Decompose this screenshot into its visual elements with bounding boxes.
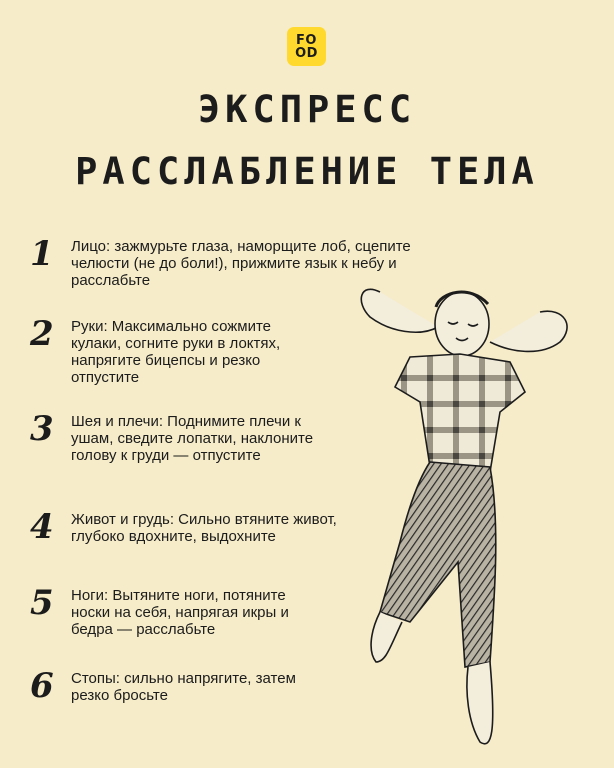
step-number: 4 [30, 507, 54, 547]
step-text: Ноги: Вытяните ноги, потяните носки на себя, напрягая икры и бедра — расслабьте [71, 587, 289, 638]
logo-line-1: FO [296, 32, 317, 48]
relaxing-man-illustration [340, 262, 600, 762]
logo-line-2: OD [295, 45, 318, 61]
step-text: Живот и грудь: Сильно втяните живот, глубоко вдохните, выдохните [71, 511, 337, 545]
step-number: 6 [30, 666, 54, 706]
step-number: 3 [30, 409, 54, 449]
step-text: Стопы: сильно напрягите, затем резко бросьте [71, 670, 296, 704]
step-number: 2 [30, 314, 54, 354]
step-number: 1 [30, 234, 54, 274]
food-logo [287, 27, 326, 66]
step-text: Шея и плечи: Поднимите плечи к ушам, сведите лопатки, наклоните голову к груди — отпустите [71, 413, 314, 464]
title-line-2: РАССЛАБЛЕНИЕ ТЕЛА [75, 150, 539, 193]
step-number: 5 [30, 583, 54, 623]
step-text: Лицо: зажмурьте глаза, наморщите лоб, сцепите челюсти (не до боли!), прижмите язык к небу и расслабьте [71, 238, 411, 289]
title-line-1: ЭКСПРЕСС [197, 88, 417, 131]
step-text: Руки: Максимально сожмите кулаки, согните руки в локтях, напрягите бицепсы и резко отпустите [71, 318, 281, 386]
